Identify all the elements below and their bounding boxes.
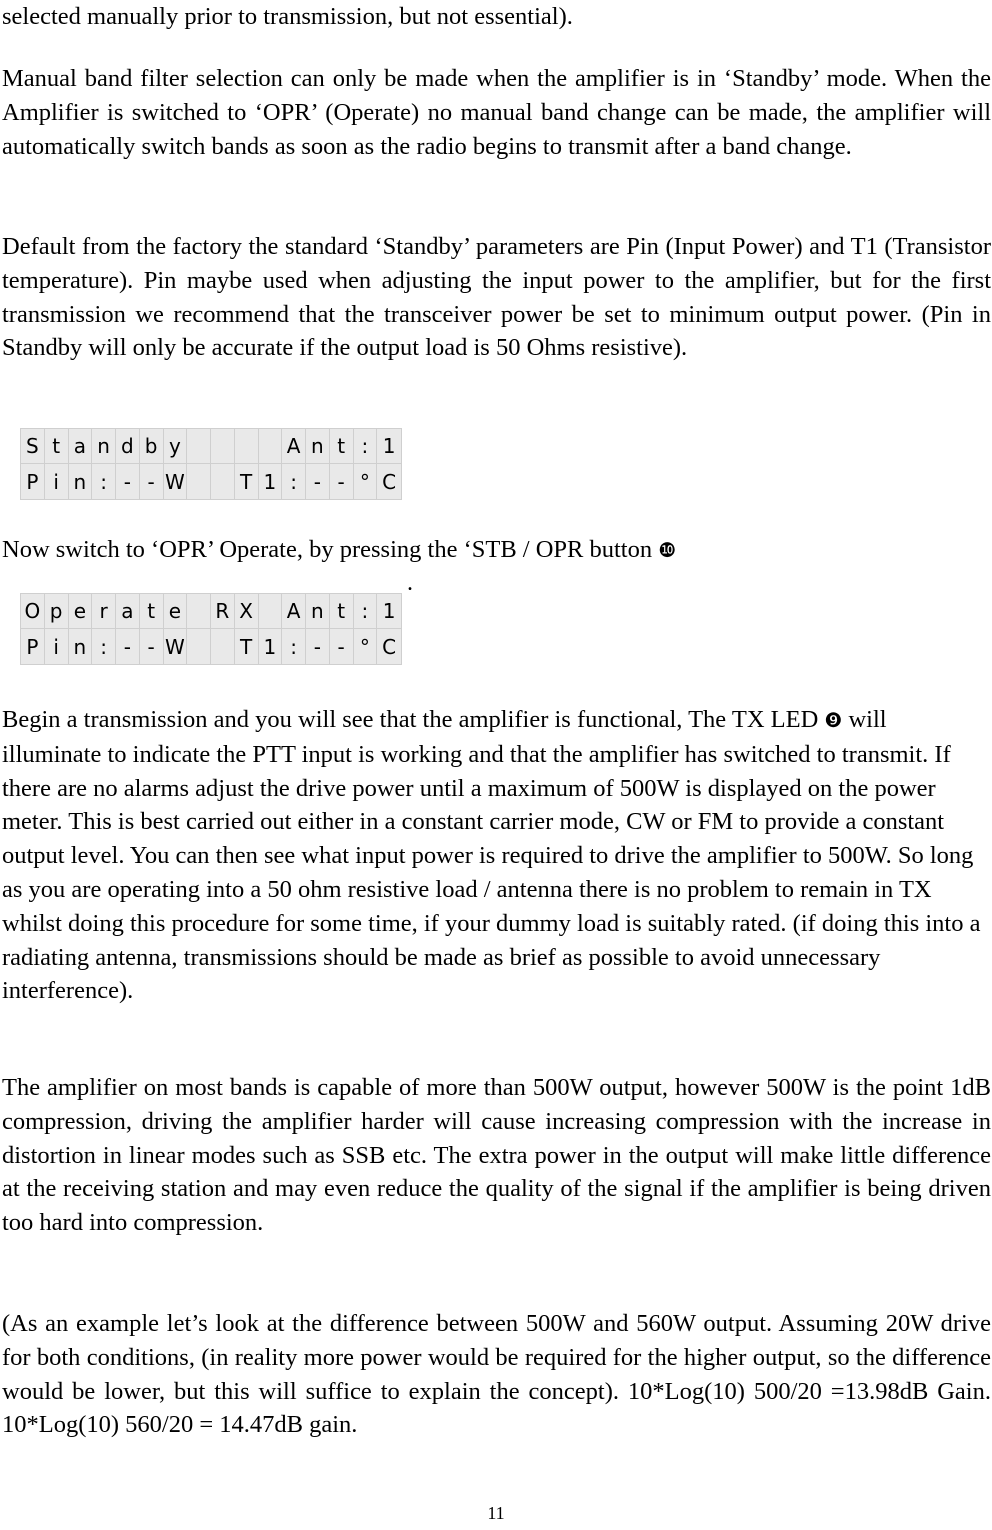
lcd-cell: : [354, 429, 378, 464]
lcd-cell: - [116, 464, 140, 499]
lcd-cell [211, 629, 235, 664]
lcd-cell: R [211, 594, 235, 629]
lcd-cell: i [45, 629, 69, 664]
lcd-cell: i [45, 464, 69, 499]
lcd-display-standby [20, 428, 402, 500]
paragraph-1: selected manually prior to transmission, but not essential). [2, 3, 573, 30]
lcd-cell: 1 [259, 464, 283, 499]
lcd-cell [187, 429, 211, 464]
lcd-cell: ° [354, 629, 378, 664]
lcd-cell [187, 594, 211, 629]
lcd-cell: 1 [259, 629, 283, 664]
trailing-period: . [407, 570, 413, 596]
lcd-cell: O [21, 594, 45, 629]
lcd-cell: : [282, 464, 306, 499]
lcd-cell: 1 [377, 594, 401, 629]
lcd-cell [259, 594, 283, 629]
lcd-cell: n [306, 429, 330, 464]
paragraph-switch-to-operate [2, 533, 991, 568]
paragraph-begin-transmission [2, 703, 991, 1008]
circled-number-9-icon: ❾ [824, 708, 843, 732]
lcd-cell: n [306, 594, 330, 629]
lcd-cell: A [282, 594, 306, 629]
lcd-cell: - [306, 629, 330, 664]
lcd-cell: A [282, 429, 306, 464]
lcd-display-operate [20, 593, 402, 665]
lcd-cell: n [69, 464, 93, 499]
lcd-cell: y [164, 429, 188, 464]
lcd-cell: P [21, 629, 45, 664]
paragraph-text: Now switch to ‘OPR’ Operate, by pressing the ‘STB / OPR button [2, 536, 659, 563]
lcd-cell: C [382, 634, 397, 659]
lcd-cell: X [235, 594, 259, 629]
lcd-cell: S [21, 429, 45, 464]
lcd-cell: T [235, 629, 259, 664]
lcd-cell: d [116, 429, 140, 464]
lcd-cell [187, 629, 211, 664]
lcd-cell: : [92, 629, 116, 664]
page-number: 11 [487, 1503, 505, 1523]
lcd-cell: t [45, 429, 69, 464]
lcd-cell: : [354, 594, 378, 629]
lcd-cell [259, 429, 283, 464]
lcd-cell: : [92, 464, 116, 499]
circled-number-10-icon: ❿ [658, 538, 677, 562]
lcd-cell: b [140, 429, 164, 464]
lcd-cell: P [21, 464, 45, 499]
lcd-cell: W [164, 629, 188, 664]
paragraph-text: will illuminate to indicate the PTT input is working and that the amplifier has switched to transmit. If there are no alarms adjust the drive power until a maximum of 500W is displayed on the power meter. This is best carried out either in a constant carrier mode, CW or FM to provide a constant output level. You can then see what input power is required to drive the amplifier to 500W. So long as you are operating into a 50 ohm resistive load / antenna there is no problem to remain in TX whilst doing this procedure for some time, if your dummy load is suitably rated. (if doing this into a radiating antenna, transmissions should be made as brief as possible to avoid unnecessary interference). [2, 706, 981, 1005]
lcd-cell [211, 429, 235, 464]
lcd-cell: t [140, 594, 164, 629]
paragraph-example: (As an example let’s look at the difference between 500W and 560W output. Assuming 20W drive for both conditions, (in reality more power would be required for the higher output, so the difference would be lower, but this will suffice to explain the concept). 10*Log(10) 500/20 =13.98dB Gain. 10*Log(10) 560/20 = 14.47dB gain. [2, 1310, 991, 1439]
lcd-cell: e [164, 594, 188, 629]
lcd-cell: a [116, 594, 140, 629]
lcd-cell: - [330, 629, 354, 664]
lcd-cell: C [382, 469, 397, 494]
lcd-cell: - [140, 464, 164, 499]
lcd-cell [211, 464, 235, 499]
lcd-cell: t [330, 594, 354, 629]
lcd-cell: - [116, 629, 140, 664]
lcd-cell [187, 464, 211, 499]
paragraph-default-parameters: Default from the factory the standard ‘Standby’ parameters are Pin (Input Power) and T1 (Transistor temperature). Pin maybe used when adjusting the input power to the amplifier, but for the first transmission we recommend that the transceiver power be set to minimum output power. (Pin in Standby will only be accurate if the output load is 50 Ohms resistive). [2, 233, 991, 362]
lcd-cell: a [69, 429, 93, 464]
lcd-cell: T [235, 464, 259, 499]
lcd-cell: - [330, 464, 354, 499]
lcd-cell [235, 429, 259, 464]
lcd-cell: r [92, 594, 116, 629]
lcd-cell: n [69, 629, 93, 664]
lcd-cell: n [92, 429, 116, 464]
lcd-cell: t [330, 429, 354, 464]
paragraph-compression: The amplifier on most bands is capable of more than 500W output, however 500W is the point 1dB compression, driving the amplifier harder will cause increasing compression with the increase in distortion in linear modes such as SSB etc. The extra power in the output will make little difference at the receiving station and may even reduce the quality of the signal if the amplifier is being driven too hard into compression. [2, 1074, 991, 1237]
lcd-cell: : [282, 629, 306, 664]
lcd-cell: 1 [377, 429, 401, 464]
paragraph-text: Begin a transmission and you will see that the amplifier is functional, The TX LED [2, 706, 825, 733]
lcd-cell: W [164, 464, 188, 499]
lcd-cell: ° [354, 464, 378, 499]
lcd-cell: e [69, 594, 93, 629]
paragraph-manual-band-filter: Manual band filter selection can only be made when the amplifier is in ‘Standby’ mode. When the Amplifier is switched to ‘OPR’ (Operate) no manual band change can be made, the amplifier will automatically switch bands as soon as the radio begins to transmit after a band change. [2, 65, 991, 160]
lcd-cell: - [306, 464, 330, 499]
lcd-cell: - [140, 629, 164, 664]
lcd-cell: p [45, 594, 69, 629]
